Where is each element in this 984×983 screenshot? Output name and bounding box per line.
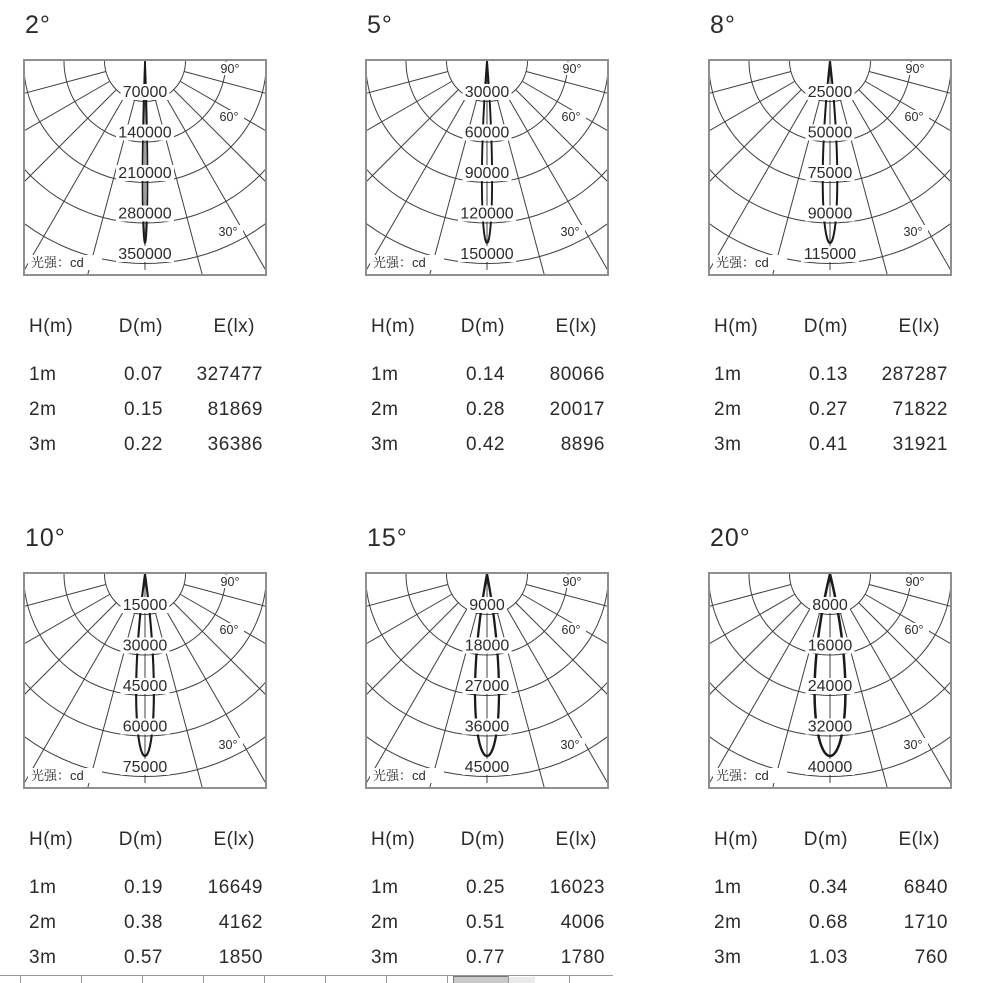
ring-value-label: 15000 <box>122 597 168 614</box>
table-cell: 0.19 <box>124 877 163 898</box>
angle-tick-label: 60° <box>561 110 581 124</box>
ring-value-label: 25000 <box>807 84 853 101</box>
table-cell: 2m <box>714 399 742 420</box>
intensity-unit-label: 光强：cd <box>716 255 769 270</box>
table-cell: 3m <box>29 434 57 455</box>
table-header-row <box>365 316 611 338</box>
table-header-row <box>23 316 269 338</box>
table-row <box>708 434 954 456</box>
col-header-diameter: D(m) <box>460 316 505 337</box>
table-cell: 3m <box>371 434 399 455</box>
intensity-unit-label: 光强：cd <box>31 768 84 783</box>
radial-grid-line <box>522 594 607 724</box>
ring-value-label: 210000 <box>118 165 172 182</box>
radial-grid-line <box>367 584 448 651</box>
col-header-diameter: D(m) <box>118 829 163 850</box>
photometric-panel <box>365 10 611 469</box>
polar-intensity-chart <box>365 572 609 789</box>
radial-grid-line <box>180 81 265 211</box>
ring-value-label: 30000 <box>464 84 510 101</box>
photometric-panel <box>708 10 954 469</box>
col-header-diameter: D(m) <box>803 316 848 337</box>
col-header-illuminance: E(lx) <box>898 829 940 850</box>
polar-chart-canvas <box>25 574 265 787</box>
table-row <box>23 947 269 969</box>
table-cell: 71822 <box>892 399 948 420</box>
table-cell: 1850 <box>218 947 263 968</box>
col-header-height: H(m) <box>714 829 759 850</box>
table-row <box>365 947 611 969</box>
table-cell: 0.68 <box>809 912 848 933</box>
table-row <box>23 399 269 421</box>
col-header-height: H(m) <box>371 316 416 337</box>
intensity-unit-label: 光强：cd <box>373 255 426 270</box>
table-cell: 327477 <box>196 364 263 385</box>
table-row <box>365 912 611 934</box>
angle-tick-label: 30° <box>903 738 923 752</box>
table-row <box>23 912 269 934</box>
illuminance-table <box>23 829 269 969</box>
polar-chart-canvas <box>367 574 607 787</box>
table-cell: 0.27 <box>809 399 848 420</box>
table-row <box>708 877 954 899</box>
table-cell: 1m <box>29 364 57 385</box>
photometric-panel <box>23 10 269 469</box>
table-cell: 1m <box>714 877 742 898</box>
intensity-unit-label: 光强：cd <box>31 255 84 270</box>
table-cell: 0.51 <box>466 912 505 933</box>
radial-grid-line <box>367 81 452 211</box>
illuminance-table <box>708 316 954 456</box>
beam-angle-title: 2° <box>25 11 51 39</box>
beam-angle-title: 15° <box>367 524 408 552</box>
angle-tick-label: 30° <box>560 738 580 752</box>
ring-value-label: 140000 <box>118 124 172 142</box>
table-header-row <box>23 829 269 851</box>
table-header-row <box>708 316 954 338</box>
table-cell: 1m <box>371 364 399 385</box>
ring-value-label: 90000 <box>807 205 853 223</box>
radial-grid-line <box>526 71 607 138</box>
table-cell: 36386 <box>207 434 263 455</box>
polar-intensity-chart <box>365 59 609 276</box>
table-row <box>365 364 611 386</box>
table-cell: 4006 <box>560 912 605 933</box>
ring-value-label: 350000 <box>118 246 172 263</box>
table-cell: 16023 <box>549 877 605 898</box>
beam-angle-title: 20° <box>710 524 751 552</box>
col-header-illuminance: E(lx) <box>898 316 940 337</box>
photometric-panel <box>708 523 954 982</box>
table-cell: 1m <box>29 877 57 898</box>
ring-value-label: 75000 <box>122 759 168 776</box>
polar-chart-canvas <box>710 574 950 787</box>
table-cell: 0.77 <box>466 947 505 968</box>
photometric-panel <box>23 523 269 982</box>
radial-grid-line <box>184 584 265 651</box>
ring-value-label: 50000 <box>807 124 853 142</box>
angle-tick-label: 30° <box>560 225 580 239</box>
table-cell: 1710 <box>903 912 948 933</box>
angle-tick-label: 90° <box>562 575 582 589</box>
table-cell: 0.22 <box>124 434 163 455</box>
table-cell: 80066 <box>549 364 605 385</box>
ring-value-label: 150000 <box>460 246 514 263</box>
col-header-diameter: D(m) <box>118 316 163 337</box>
table-row <box>365 877 611 899</box>
radial-grid-line <box>865 594 950 724</box>
angle-tick-label: 30° <box>903 225 923 239</box>
table-cell: 2m <box>371 912 399 933</box>
radial-grid-line <box>25 584 106 651</box>
radial-grid-line <box>526 584 607 651</box>
col-header-illuminance: E(lx) <box>555 829 597 850</box>
radial-grid-line <box>25 71 106 138</box>
table-cell: 4162 <box>218 912 263 933</box>
table-row <box>708 947 954 969</box>
ring-value-label: 115000 <box>803 246 857 263</box>
table-cell: 0.07 <box>124 364 163 385</box>
beam-angle-title: 8° <box>710 11 736 39</box>
ring-value-label: 75000 <box>807 165 853 182</box>
beam-angle-title: 5° <box>367 11 393 39</box>
col-header-diameter: D(m) <box>460 829 505 850</box>
radial-grid-line <box>710 81 795 211</box>
table-cell: 1780 <box>560 947 605 968</box>
col-header-illuminance: E(lx) <box>555 316 597 337</box>
table-cell: 287287 <box>881 364 948 385</box>
ring-value-label: 60000 <box>122 718 168 736</box>
table-cell: 0.38 <box>124 912 163 933</box>
polar-intensity-chart <box>708 59 952 276</box>
intensity-unit-label: 光强：cd <box>373 768 426 783</box>
photometric-panel <box>365 523 611 982</box>
radial-grid-line <box>180 594 265 724</box>
illuminance-table <box>365 316 611 456</box>
table-cell: 2m <box>29 912 57 933</box>
ring-value-label: 70000 <box>122 84 168 101</box>
table-cell: 1m <box>714 364 742 385</box>
ring-value-label: 27000 <box>464 678 510 695</box>
illuminance-table <box>708 829 954 969</box>
col-header-height: H(m) <box>29 316 74 337</box>
table-cell: 1.03 <box>809 947 848 968</box>
table-cell: 0.28 <box>466 399 505 420</box>
angle-tick-label: 60° <box>904 623 924 637</box>
ring-value-label: 90000 <box>464 165 510 182</box>
ring-value-label: 30000 <box>122 637 168 655</box>
table-cell: 3m <box>714 434 742 455</box>
radial-grid-line <box>25 594 110 724</box>
radial-grid-line <box>184 71 265 138</box>
table-cell: 1m <box>371 877 399 898</box>
polar-intensity-chart <box>23 59 267 276</box>
radial-grid-line <box>367 71 448 138</box>
table-cell: 2m <box>29 399 57 420</box>
table-cell: 6840 <box>903 877 948 898</box>
ring-value-label: 8000 <box>812 597 848 614</box>
radial-grid-line <box>710 71 791 138</box>
table-row <box>708 912 954 934</box>
table-cell: 20017 <box>549 399 605 420</box>
ring-value-label: 45000 <box>122 678 168 695</box>
table-cell: 2m <box>714 912 742 933</box>
angle-tick-label: 90° <box>220 575 240 589</box>
radial-grid-line <box>25 81 110 211</box>
table-cell: 16649 <box>207 877 263 898</box>
table-cell: 3m <box>371 947 399 968</box>
table-cell: 760 <box>914 947 948 968</box>
angle-tick-label: 90° <box>220 62 240 76</box>
ring-value-label: 45000 <box>464 759 510 776</box>
col-header-illuminance: E(lx) <box>213 829 255 850</box>
ring-value-label: 18000 <box>464 637 510 655</box>
illuminance-table <box>23 316 269 456</box>
polar-chart-canvas <box>25 61 265 274</box>
radial-grid-line <box>522 81 607 211</box>
angle-tick-label: 60° <box>561 623 581 637</box>
angle-tick-label: 90° <box>905 62 925 76</box>
radial-grid-line <box>710 584 791 651</box>
angle-tick-label: 90° <box>562 62 582 76</box>
table-row <box>23 364 269 386</box>
col-header-height: H(m) <box>371 829 416 850</box>
table-row <box>365 399 611 421</box>
table-cell: 8896 <box>560 434 605 455</box>
table-cell: 0.14 <box>466 364 505 385</box>
ring-value-label: 9000 <box>469 597 505 614</box>
table-cell: 0.34 <box>809 877 848 898</box>
ring-value-label: 24000 <box>807 678 853 695</box>
ring-value-label: 16000 <box>807 637 853 655</box>
ring-value-label: 280000 <box>118 205 172 223</box>
polar-intensity-chart <box>23 572 267 789</box>
radial-grid-line <box>869 584 950 651</box>
radial-grid-line <box>710 594 795 724</box>
table-cell: 0.15 <box>124 399 163 420</box>
table-row <box>23 434 269 456</box>
table-cell: 3m <box>714 947 742 968</box>
ring-value-label: 60000 <box>464 124 510 142</box>
table-cell: 3m <box>29 947 57 968</box>
radial-grid-line <box>869 71 950 138</box>
illuminance-table <box>365 829 611 969</box>
angle-tick-label: 60° <box>904 110 924 124</box>
angle-tick-label: 90° <box>905 575 925 589</box>
table-cell: 0.42 <box>466 434 505 455</box>
table-cell: 0.25 <box>466 877 505 898</box>
polar-chart-canvas <box>710 61 950 274</box>
table-cell: 0.57 <box>124 947 163 968</box>
radial-grid-line <box>865 81 950 211</box>
angle-tick-label: 30° <box>218 225 238 239</box>
ring-value-label: 32000 <box>807 718 853 736</box>
ring-value-label: 36000 <box>464 718 510 736</box>
table-row <box>365 434 611 456</box>
table-row <box>708 399 954 421</box>
table-cell: 0.41 <box>809 434 848 455</box>
table-cell: 31921 <box>892 434 948 455</box>
angle-tick-label: 60° <box>219 623 239 637</box>
table-cell: 0.13 <box>809 364 848 385</box>
beam-angle-title: 10° <box>25 524 66 552</box>
col-header-diameter: D(m) <box>803 829 848 850</box>
polar-chart-canvas <box>367 61 607 274</box>
table-cell: 2m <box>371 399 399 420</box>
ring-value-label: 40000 <box>807 759 853 776</box>
radial-grid-line <box>367 594 452 724</box>
col-header-height: H(m) <box>29 829 74 850</box>
table-row <box>23 877 269 899</box>
angle-tick-label: 30° <box>218 738 238 752</box>
intensity-unit-label: 光强：cd <box>716 768 769 783</box>
col-header-height: H(m) <box>714 316 759 337</box>
angle-tick-label: 60° <box>219 110 239 124</box>
col-header-illuminance: E(lx) <box>213 316 255 337</box>
table-cell: 81869 <box>207 399 263 420</box>
ring-value-label: 120000 <box>460 205 514 223</box>
polar-intensity-chart <box>708 572 952 789</box>
table-header-row <box>365 829 611 851</box>
table-header-row <box>708 829 954 851</box>
table-row <box>708 364 954 386</box>
